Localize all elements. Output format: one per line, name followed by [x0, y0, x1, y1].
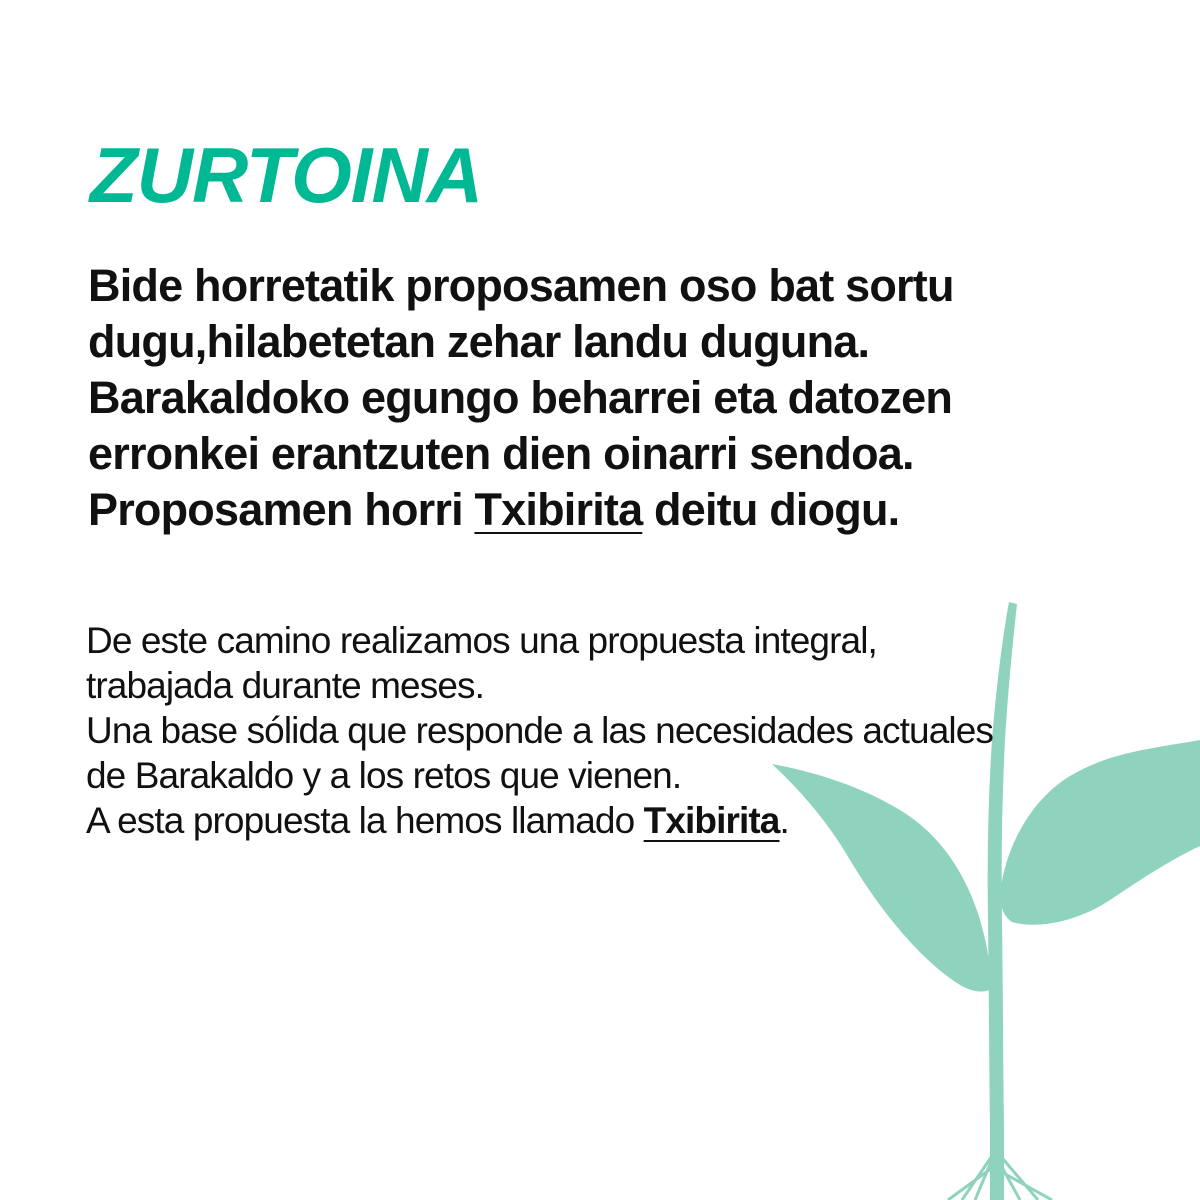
basque-text: Proposamen horri [88, 484, 475, 535]
txibirita-link[interactable]: Txibirita [474, 484, 643, 535]
spanish-text: A esta propuesta la hemos llamado [86, 800, 644, 841]
basque-line: Bide horretatik proposamen oso bat sortu [88, 260, 954, 311]
basque-line: dugu,hilabetetan zehar landu duguna. [88, 316, 870, 367]
spanish-line: de Barakaldo y a los retos que vienen. [86, 755, 682, 796]
spanish-text: . [779, 800, 789, 841]
spanish-line: Una base sólida que responde a las necesidades actuales [86, 710, 993, 751]
basque-line [88, 482, 1168, 538]
basque-paragraph [88, 258, 1168, 538]
basque-line: erronkei erantzuten dien oinarri sendoa. [88, 428, 914, 479]
spanish-line: trabajada durante meses. [86, 665, 484, 706]
basque-line: Barakaldoko egungo beharrei eta datozen [88, 372, 953, 423]
spanish-line [86, 798, 1176, 843]
basque-text: deitu diogu. [642, 484, 900, 535]
txibirita-link[interactable]: Txibirita [643, 800, 780, 841]
spanish-paragraph [86, 618, 1176, 843]
spanish-line: De este camino realizamos una propuesta integral, [86, 620, 877, 661]
page-title: ZURTOINA [90, 131, 483, 219]
